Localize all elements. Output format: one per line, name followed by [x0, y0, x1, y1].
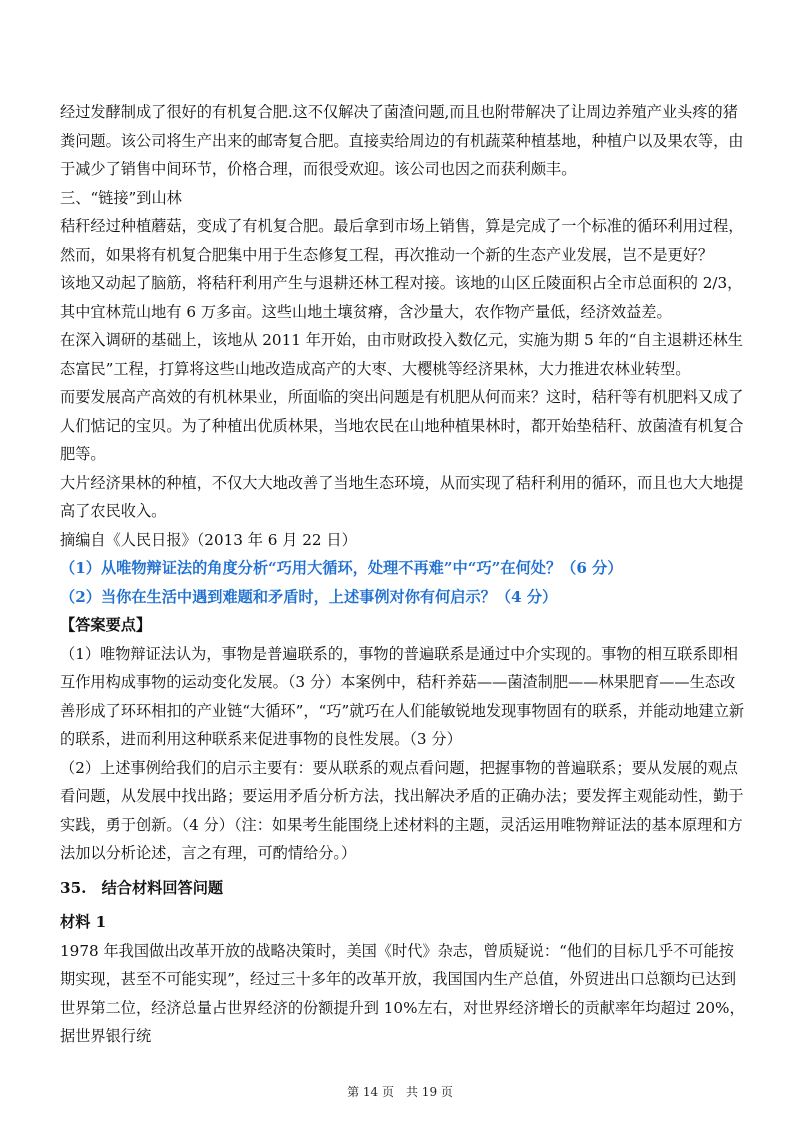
question-1: （1）从唯物辩证法的角度分析“巧用大循环，处理不再难”中“巧”在何处？（6 分） — [60, 559, 623, 577]
material-label: 材料 1 — [60, 913, 107, 931]
answer-1: （1）唯物辩证法认为，事物是普遍联系的，事物的普遍联系是通过中介实现的。事物的相互联系即相互作用构成事物的运动变化发展。（3 分）本案例中，秸秆养菇——菌渣制肥——林果肥育——生态改善形成了环环相扣的产业链“大循环”，“巧”就巧在人们能敏锐地发现事物固有的联系，并能动地建立新的联系，进而利用这种联系来促进事物的良性发展。（3 分） — [60, 644, 745, 748]
paragraph-4: 在深入调研的基础上，该地从 2011 年开始，由市财政投入数亿元，实施为期 5 年的“自主退耕还林生态富民”工程，打算将这些山地改造成高产的大枣、大樱桃等经济果林，大力推进农林业转型。 — [60, 331, 743, 378]
paragraph-3: 该地又动起了脑筋，将秸秆利用产生与退耕还林工程对接。该地的山区丘陵面积占全市总面积的 2/3，其中宜林荒山地有 6 万多亩。这些山地土壤贫瘠，含沙量大，农作物产量低，经济效益差。 — [60, 274, 743, 321]
page-footer: 第 14 页 共 19 页 — [347, 1085, 453, 1099]
paragraph-2: 秸秆经过种植蘑菇，变成了有机复合肥。最后拿到市场上销售，算是完成了一个标准的循环利用过程，然而，如果将有机复合肥集中用于生态修复工程，再次推动一个新的生态产业发展，岂不是更好？ — [60, 217, 744, 264]
page-content — [60, 98, 745, 1051]
question-2: （2）当你在生活中遇到难题和矛盾时，上述事例对你有何启示？（4 分） — [60, 587, 558, 606]
answer-2: （2）上述事例给我们的启示主要有：要从联系的观点看问题，把握事物的普遍联系；要从发展的观点看问题，从发展中找出路；要运用矛盾分析方法，找出解决矛盾的正确办法；要发挥主观能动性，勤于实践，勇于创新。（4 分）（注：如果考生能围绕上述材料的主题，灵活运用唯物辩证法的基本原理和方法加以分析论述，言之有理，可酌情给分。） — [60, 758, 744, 862]
question-35-title: 35. 结合材料回答问题 — [60, 878, 224, 897]
source-citation: 摘编自《人民日报》（2013 年 6 月 22 日） — [60, 530, 357, 549]
material-text: 1978 年我国做出改革开放的战略决策时，美国《时代》杂志，曾质疑说：“他们的目标几乎不可能按期实现，甚至不可能实现”，经过三十多年的改革开放，我国国内生产总值，外贸进出口总额均已达到世界第二位，经济总量占世界经济的份额提升到 10%左右，对世界经济增长的贡献率年均超过 20%，据世界银行统 — [60, 941, 745, 1045]
answer-heading: 【答案要点】 — [60, 616, 152, 634]
section-heading-3: 三、“链接”到山林 — [60, 188, 182, 207]
paragraph-1: 经过发酵制成了很好的有机复合肥.这不仅解决了菌渣问题,而且也附带解决了让周边养殖产业头疼的猪粪问题。该公司将生产出来的邮寄复合肥。直接卖给周边的有机蔬菜种植基地，种植户以及果农等，由于减少了销售中间环节，价格合理，而很受欢迎。该公司也因之而获利颇丰。 — [60, 103, 744, 178]
paragraph-6: 大片经济果林的种植，不仅大大地改善了当地生态环境，从而实现了秸秆利用的循环，而且也大大地提高了农民收入。 — [60, 473, 744, 520]
paragraph-5: 而要发展高产高效的有机林果业，所面临的突出问题是有机肥从何而来？这时，秸秆等有机肥料又成了人们惦记的宝贝。为了种植出优质林果，当地农民在山地种植果林时，都开始垫秸秆、放菌渣有机复合肥等。 — [60, 388, 744, 463]
